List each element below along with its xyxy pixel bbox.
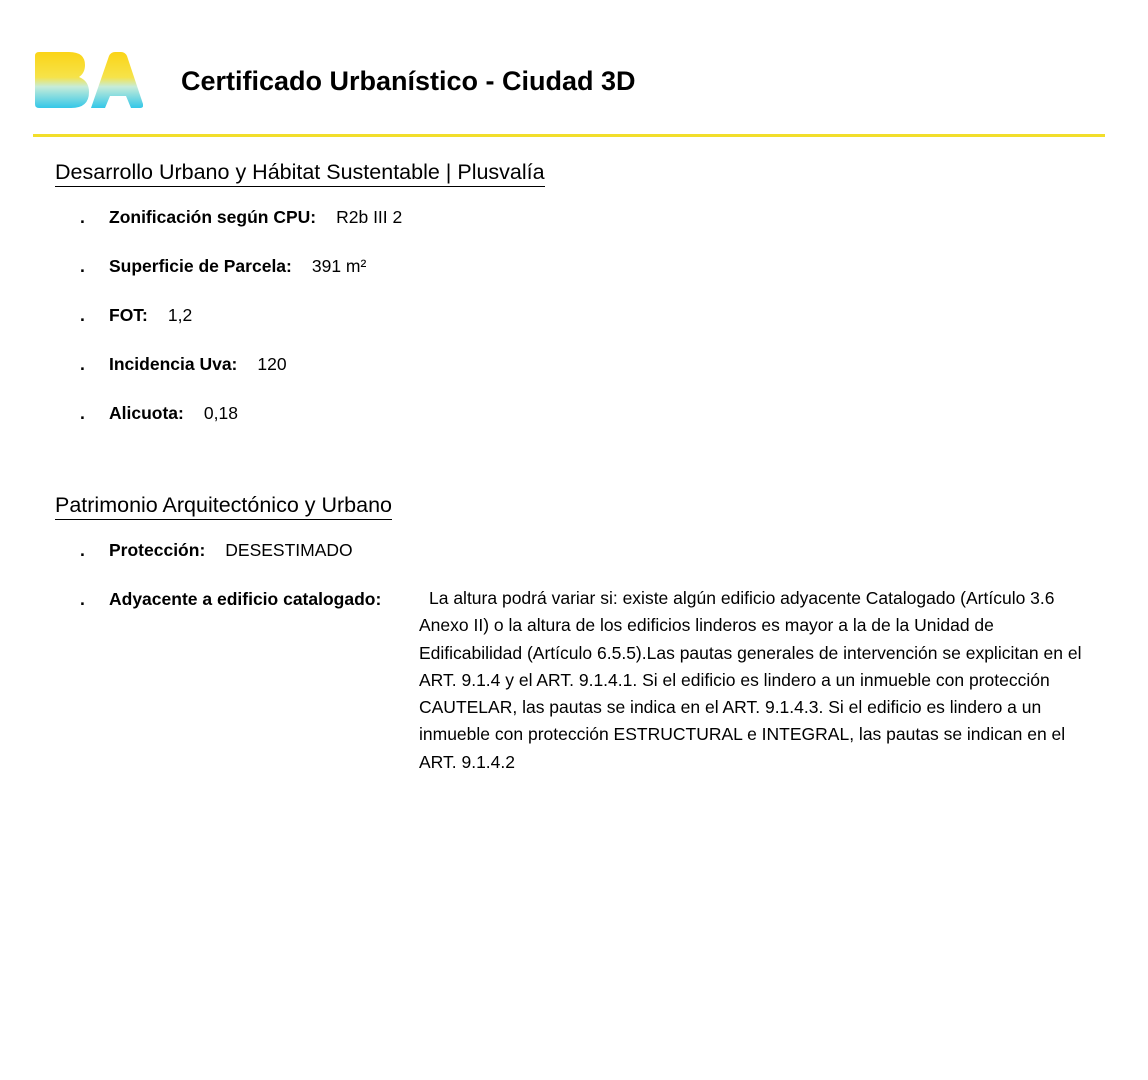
bullet: . [80, 589, 85, 609]
ba-logo [33, 48, 143, 110]
document-title: Certificado Urbanístico - Ciudad 3D [181, 66, 636, 96]
section-title-desarrollo-urbano: Desarrollo Urbano y Hábitat Sustentable | Plusvalía [55, 160, 545, 187]
field-label: FOT: [109, 305, 148, 325]
bullet: . [80, 354, 85, 374]
list-item-alicuota [80, 401, 1090, 425]
header-divider [33, 134, 1105, 137]
document-header [33, 46, 1105, 110]
list-item-proteccion [80, 538, 1090, 562]
field-label: Incidencia Uva: [109, 354, 238, 374]
section-title-patrimonio: Patrimonio Arquitectónico y Urbano [55, 493, 392, 520]
field-value: DESESTIMADO [225, 540, 353, 560]
list-item-incidencia-uva [80, 352, 1090, 376]
field-label: Zonificación según CPU: [109, 207, 317, 227]
bullet: . [80, 403, 85, 423]
field-value: 1,2 [167, 305, 193, 325]
field-label: Adyacente a edificio catalogado: [109, 589, 382, 609]
field-value: R2b III 2 [336, 207, 403, 227]
bullet: . [80, 256, 85, 276]
field-value: La altura podrá variar si: existe algún edificio adyacente Catalogado (Artículo 3.6 Anexo II) o la altura de los edificios linderos es mayor a la de la Unidad de Edificabilidad (Artículo 6.5.5).Las pautas generales de intervención se explicitan en el ART. 9.1.4 y el ART. 9.1.4.1. Si el edificio es lindero a un inmueble con protección CAUTELAR, las pautas se indica en el ART. 9.1.4.3. Si el edificio es lindero a un inmueble con protección ESTRUCTURAL e INTEGRAL, las pautas se indican en el ART. 9.1.4.2 [419, 588, 1082, 772]
field-label: Alicuota: [109, 403, 184, 423]
field-value: 0,18 [203, 403, 238, 423]
list-item-zonificacion [80, 205, 1090, 229]
bullet: . [80, 305, 85, 325]
field-value-paragraph [419, 585, 1099, 776]
field-value: 391 m² [311, 256, 367, 276]
desarrollo-urbano-list [80, 205, 1090, 450]
field-value: 120 [257, 354, 287, 374]
bullet: . [80, 207, 85, 227]
field-label: Superficie de Parcela: [109, 256, 292, 276]
list-item-superficie [80, 254, 1090, 278]
field-label: Protección: [109, 540, 206, 560]
patrimonio-list [80, 538, 1090, 772]
list-item-fot [80, 303, 1090, 327]
bullet: . [80, 540, 85, 560]
